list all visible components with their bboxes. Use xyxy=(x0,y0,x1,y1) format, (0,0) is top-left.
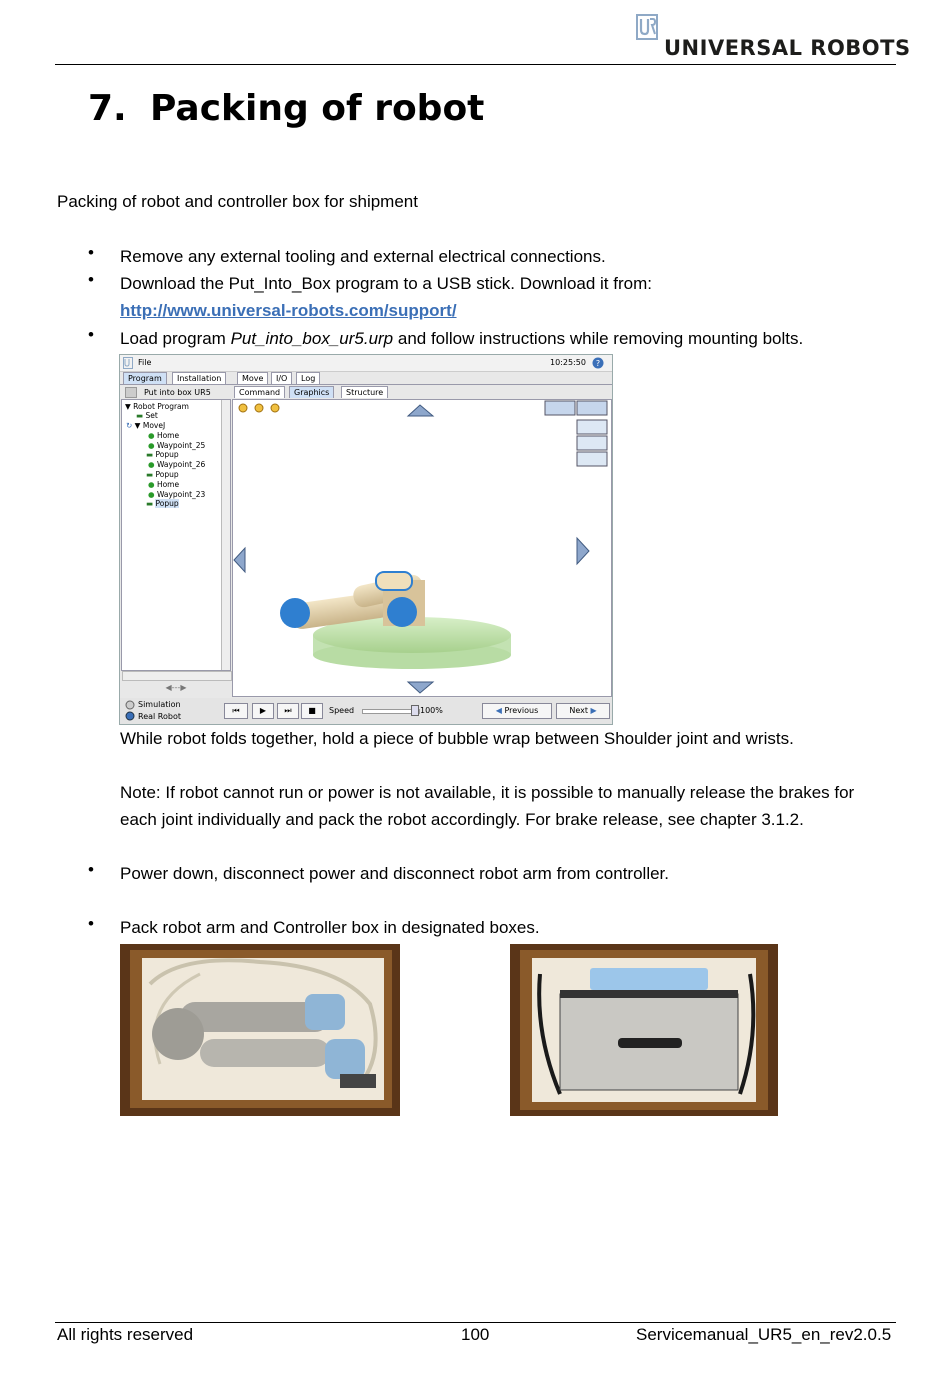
chapter-heading xyxy=(88,88,484,129)
bullet-pack: Pack robot arm and Controller box in designated boxes. xyxy=(120,918,540,937)
tab-structure[interactable]: Structure xyxy=(341,386,388,398)
tree-item-selected[interactable]: ▬ Popup xyxy=(146,499,179,508)
bullet-marker: • xyxy=(88,243,94,262)
intro-text: Packing of robot and controller box for shipment xyxy=(57,192,418,211)
tab-io[interactable]: I/O xyxy=(271,372,292,384)
chapter-title: Packing of robot xyxy=(150,88,485,129)
polyscope-screenshot xyxy=(119,354,613,725)
bullet-download: Download the Put_Into_Box program to a USB stick. Download it from: xyxy=(120,274,652,293)
footer-document-id: Servicemanual_UR5_en_rev2.0.5 xyxy=(636,1325,892,1344)
real-robot-radio-icon[interactable] xyxy=(125,711,135,721)
stop-button[interactable]: ■ xyxy=(301,703,323,719)
program-tree xyxy=(121,399,231,671)
bullet-power-down: Power down, disconnect power and disconnect robot arm from controller. xyxy=(120,864,669,883)
bottom-bar xyxy=(120,698,612,724)
speed-slider-handle[interactable] xyxy=(411,705,419,716)
previous-button[interactable]: ◀ Previous xyxy=(482,703,552,719)
load-program-suffix: and follow instructions while removing mounting bolts. xyxy=(393,329,804,348)
graphics-view[interactable] xyxy=(232,399,612,697)
file-menu[interactable]: File xyxy=(138,358,152,367)
rewind-button[interactable]: ⏮ xyxy=(224,703,248,719)
tab-move[interactable]: Move xyxy=(237,372,268,384)
footer-rule xyxy=(55,1322,896,1323)
tree-item[interactable]: ▬ Popup xyxy=(146,470,179,479)
brand-text: UNIVERSAL ROBOTS xyxy=(664,36,911,60)
tree-item[interactable]: ● Waypoint_25 xyxy=(148,441,206,450)
tab-log[interactable]: Log xyxy=(296,372,320,384)
robot-arm-box-photo xyxy=(120,944,400,1116)
chapter-number: 7. xyxy=(88,88,127,129)
robot-3d-scene xyxy=(233,400,611,696)
program-file-icon xyxy=(125,387,137,398)
tab-graphics[interactable]: Graphics xyxy=(289,386,334,398)
ur-logo-icon xyxy=(636,14,658,40)
bullet-marker: • xyxy=(88,325,94,344)
tab-command[interactable]: Command xyxy=(234,386,285,398)
tree-item[interactable]: ● Home xyxy=(148,431,180,440)
tree-item[interactable]: ● Waypoint_23 xyxy=(148,490,206,499)
help-icon[interactable] xyxy=(592,357,604,369)
bullet-marker: • xyxy=(88,914,94,933)
note-line-2: each joint individually and pack the robot accordingly. For brake release, see chapter 3.1.2. xyxy=(120,810,804,829)
load-program-prefix: Load program xyxy=(120,329,231,348)
simulation-label: Simulation xyxy=(138,700,181,709)
note-line-1: Note: If robot cannot run or power is not available, it is possible to manually release the brakes for xyxy=(120,783,855,802)
next-arrow-icon: ▶ xyxy=(590,706,597,715)
program-filename: Put_into_box_ur5.urp xyxy=(230,329,394,348)
tree-item[interactable]: ● Waypoint_26 xyxy=(148,460,206,469)
tab-installation[interactable]: Installation xyxy=(172,372,226,384)
previous-arrow-icon: ◀ xyxy=(495,706,502,715)
program-name: Put into box UR5 xyxy=(144,388,211,397)
tree-item[interactable]: ↻ ▼ MoveJ xyxy=(126,421,166,430)
step-button[interactable]: ⏭ xyxy=(277,703,299,719)
tree-item[interactable]: ▼ Robot Program xyxy=(125,402,189,411)
fold-instructions: While robot folds together, hold a piece of bubble wrap between Shoulder joint and wrists. xyxy=(120,729,794,748)
real-robot-label: Real Robot xyxy=(138,712,181,721)
tab-divider xyxy=(120,384,612,385)
simulation-radio-icon[interactable] xyxy=(125,700,135,710)
ur-small-icon xyxy=(123,357,133,369)
speed-value: 100% xyxy=(420,706,443,715)
brand-logo xyxy=(636,14,911,60)
play-button[interactable]: ▶ xyxy=(252,703,274,719)
bullet-load-program xyxy=(120,325,803,352)
tree-nav[interactable]: ◀---▶ xyxy=(165,683,187,692)
polyscope-topbar xyxy=(120,355,612,372)
speed-label: Speed xyxy=(329,706,355,715)
support-link[interactable]: http://www.universal-robots.com/support/ xyxy=(120,301,457,320)
tree-horizontal-scrollbar[interactable] xyxy=(122,671,232,681)
bullet-remove-tooling: Remove any external tooling and external electrical connections. xyxy=(120,247,606,266)
tree-item[interactable]: ▬ Popup xyxy=(146,450,179,459)
bullet-marker: • xyxy=(88,860,94,879)
header-rule xyxy=(55,64,896,65)
tree-item[interactable]: ▬ Set xyxy=(136,411,158,420)
tree-scrollbar[interactable] xyxy=(221,400,230,670)
tab-program[interactable]: Program xyxy=(123,372,167,384)
tree-item[interactable]: ● Home xyxy=(148,480,180,489)
bullet-marker: • xyxy=(88,270,94,289)
next-button[interactable]: Next ▶ xyxy=(556,703,610,719)
footer-left: All rights reserved xyxy=(57,1325,194,1344)
clock: 10:25:50 xyxy=(550,358,586,367)
controller-box-photo xyxy=(510,944,778,1116)
svg-text:?: ? xyxy=(595,359,601,368)
page-number: 100 xyxy=(461,1325,490,1344)
